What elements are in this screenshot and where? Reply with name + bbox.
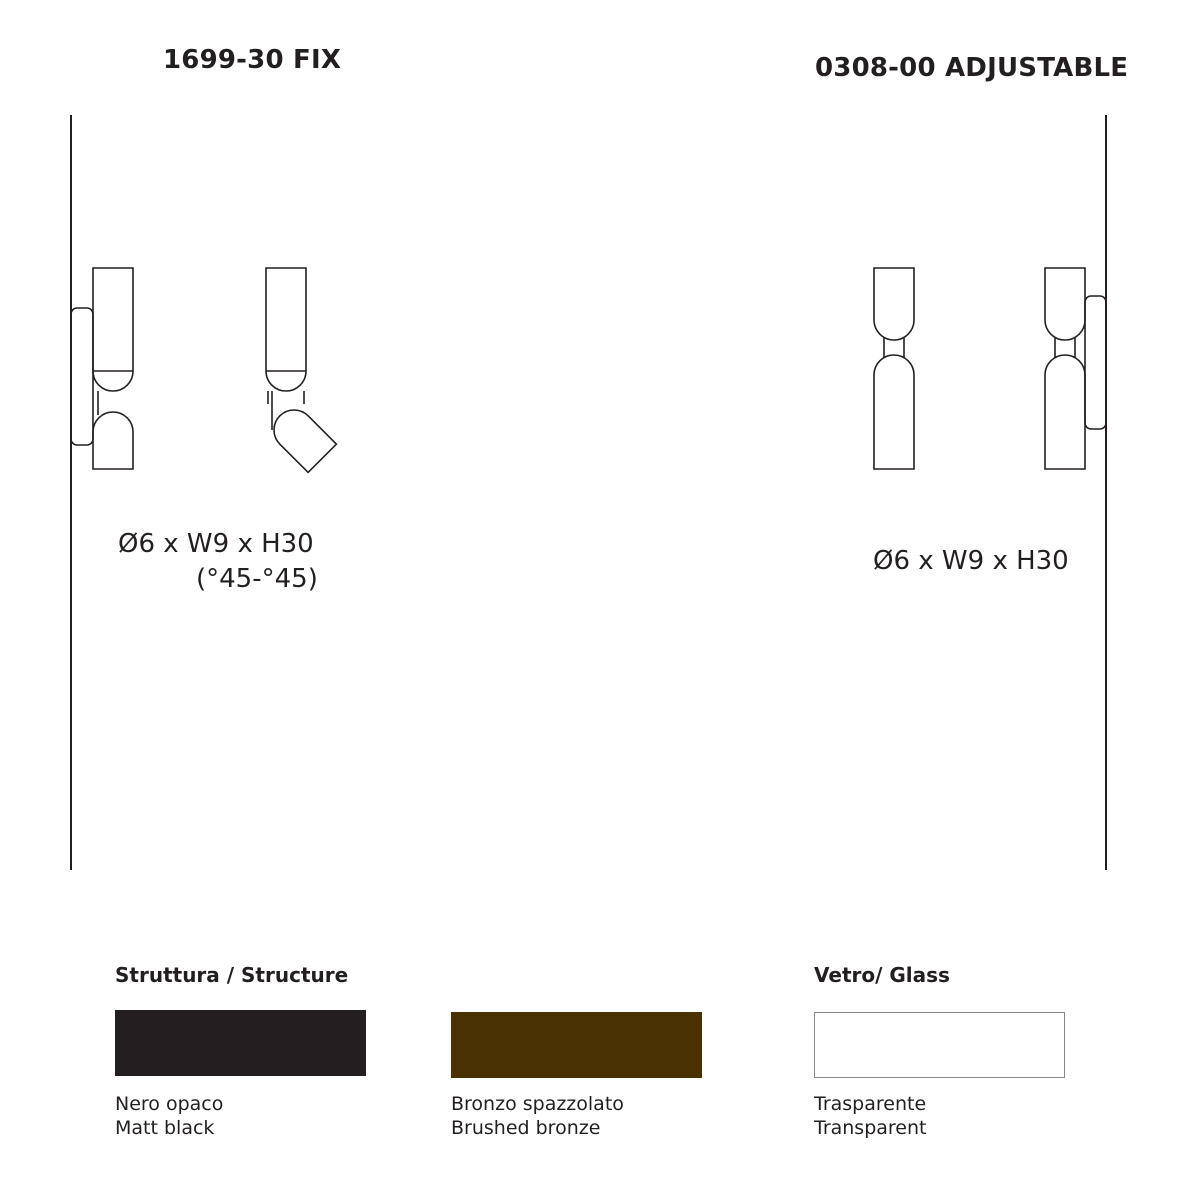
- wall-plate: [71, 308, 93, 445]
- fix-side-view: [71, 268, 133, 469]
- fix-model-title: 1699-30 FIX: [163, 45, 342, 75]
- lower-tube: [874, 355, 914, 469]
- matt-black-swatch: [115, 1010, 366, 1076]
- finish-name-italian: Trasparente: [814, 1093, 927, 1115]
- glass-heading: Vetro/ Glass: [814, 963, 950, 987]
- matt-black-label: [115, 1092, 223, 1140]
- transparent-label: [814, 1092, 927, 1140]
- finish-name-italian: Nero opaco: [115, 1093, 224, 1115]
- finish-name-italian: Bronzo spazzolato: [451, 1093, 624, 1115]
- fix-dimensions: Ø6 x W9 x H30: [118, 529, 314, 559]
- transparent-swatch: [814, 1012, 1065, 1078]
- brushed-bronze-swatch: [451, 1012, 702, 1078]
- tilted-spot: [266, 402, 337, 473]
- finish-name-english: Brushed bronze: [451, 1117, 601, 1139]
- adjustable-dimensions: Ø6 x W9 x H30: [873, 546, 1069, 576]
- adjustable-front-view: [874, 268, 914, 469]
- upper-tube: [1045, 268, 1085, 340]
- lower-tube: [93, 412, 133, 469]
- fix-tilt-range: (°45-°45): [196, 564, 318, 594]
- adjustable-side-view: [1045, 268, 1106, 469]
- fix-front-view: [266, 268, 337, 472]
- upper-tube: [874, 268, 914, 340]
- structure-heading: Struttura / Structure: [115, 963, 349, 987]
- wall-plate: [1085, 296, 1106, 429]
- lower-tube: [1045, 355, 1085, 469]
- brushed-bronze-label: [451, 1092, 624, 1140]
- finish-name-english: Matt black: [115, 1117, 215, 1139]
- finish-name-english: Transparent: [814, 1117, 927, 1139]
- adjustable-model-title: 0308-00 ADJUSTABLE: [815, 53, 1129, 83]
- upper-tube: [93, 268, 133, 391]
- upper-tube: [266, 268, 306, 391]
